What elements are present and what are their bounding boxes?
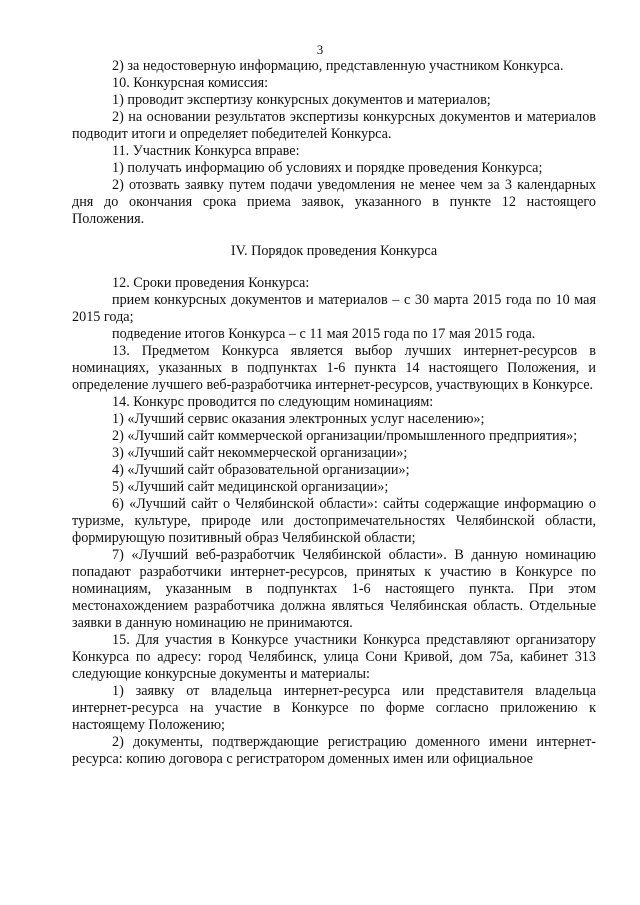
list-item: 2) документы, подтверждающие регистрацию доменного имени интернет-ресурса: копию договора с регистратором доменных имен или официальное	[72, 734, 596, 767]
paragraph: 1) получать информацию об условиях и порядке проведения Конкурса;	[112, 160, 543, 176]
paragraph: 14. Конкурс проводится по следующим номинациям:	[112, 394, 434, 410]
paragraph: 11. Участник Конкурса вправе:	[112, 143, 300, 159]
paragraph: 12. Сроки проведения Конкурса:	[112, 275, 310, 291]
paragraph: 13. Предметом Конкурса является выбор лучших интернет-ресурсов в номинациях, указанных в подпунктах 1-6 пункта 14 настоящего Положения, и определение лучшего веб-разработчика интернет-ресурсов, участвующих в Конкурсе.	[72, 343, 596, 393]
paragraph: 2) на основании результатов экспертизы конкурсных документов и материалов подводит итоги и определяет победителей Конкурса.	[72, 109, 596, 142]
paragraph: прием конкурсных документов и материалов – с 30 марта 2015 года по 10 мая 2015 года;	[72, 292, 596, 325]
list-item: 6) «Лучший сайт о Челябинской области»: сайты содержащие информацию о туризме, культуре, природе или достопримечательностях Челябинской области, формирующую позитивный образ Челябинской области;	[72, 496, 596, 546]
list-item: 7) «Лучший веб-разработчик Челябинской области». В данную номинацию попадают разработчики интернет-ресурсов, принятых к участию в Конкурсе по номинациям, указанным в подпунктах 1-6 настоящего пункта. При этом местонахождением разработчика должна являться Челябинская область. Отдельные заявки в данную номинацию не принимаются.	[72, 547, 596, 631]
list-item: 5) «Лучший сайт медицинской организации»;	[112, 479, 389, 495]
list-item: 2) «Лучший сайт коммерческой организации/промышленного предприятия»;	[112, 428, 578, 444]
document-body	[72, 58, 596, 768]
page-number: 3	[316, 42, 324, 57]
paragraph: 10. Конкурсная комиссия:	[112, 75, 269, 91]
paragraph: 2) отозвать заявку путем подачи уведомления не менее чем за 3 календарных дня до окончания срока приема заявок, указанного в пункте 12 настоящего Положения.	[72, 177, 596, 227]
paragraph: подведение итогов Конкурса – с 11 мая 2015 года по 17 мая 2015 года.	[112, 326, 536, 342]
section-heading: IV. Порядок проведения Конкурса	[230, 243, 438, 259]
list-item: 1) «Лучший сервис оказания электронных услуг населению»;	[112, 411, 485, 427]
list-item: 3) «Лучший сайт некоммерческой организации»;	[112, 445, 408, 461]
paragraph: 2) за недостоверную информацию, представленную участником Конкурса.	[112, 58, 564, 74]
paragraph: 15. Для участия в Конкурсе участники Конкурса представляют организатору Конкурса по адресу: город Челябинск, улица Сони Кривой, дом 75а, кабинет 313 следующие конкурсные документы и материалы:	[72, 632, 596, 682]
paragraph: 1) проводит экспертизу конкурсных документов и материалов;	[112, 92, 491, 108]
list-item: 4) «Лучший сайт образовательной организации»;	[112, 462, 410, 478]
list-item: 1) заявку от владельца интернет-ресурса или представителя владельца интернет-ресурса на участие в Конкурсе по форме согласно приложению к настоящему Положению;	[72, 683, 596, 733]
